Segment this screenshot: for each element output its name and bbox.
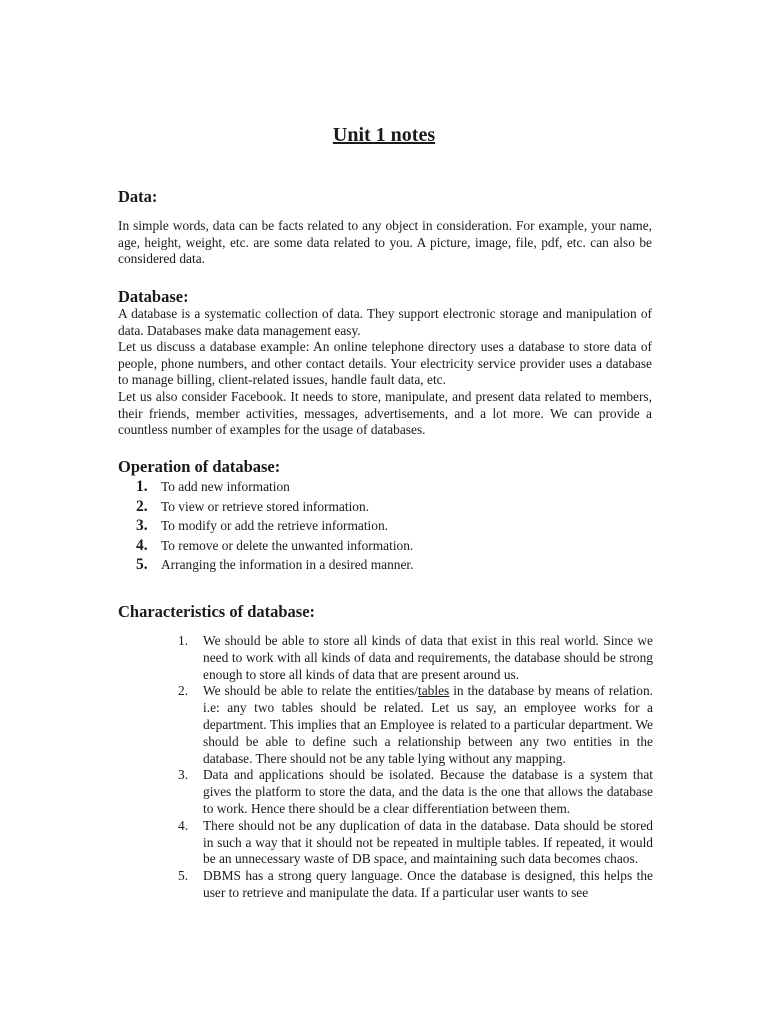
list-text: To modify or add the retrieve information. bbox=[161, 518, 389, 534]
list-number: 5. bbox=[136, 556, 148, 574]
data-text: In simple words, data can be facts related to any object in consideration. For example, your name, age, height, weight, etc. are some data related to you. A picture, image, file, pdf, etc. can also be considered data. bbox=[118, 218, 652, 267]
list-text bbox=[203, 683, 653, 767]
list-text: To view or retrieve stored information. bbox=[161, 498, 370, 514]
list-item bbox=[136, 537, 414, 557]
list-item bbox=[136, 498, 414, 518]
page-title: Unit 1 notes bbox=[332, 124, 436, 146]
list-text: DBMS has a strong query language. Once the database is designed, this helps the user to retrieve and manipulate the data. If a particular user wants to see bbox=[203, 868, 653, 900]
list-item bbox=[178, 868, 653, 902]
list-number: 3. bbox=[136, 517, 148, 535]
characteristics-heading: Characteristics of database: bbox=[118, 602, 316, 621]
list-text: There should not be any duplication of data in the database. Data should be stored in such a way that it should not be repeated in multiple tables. If repeated, it would be an unnecessary waste of DB space, and maintaining such data becomes chaos. bbox=[203, 817, 653, 867]
list-number: 2. bbox=[178, 683, 189, 699]
characteristics-list bbox=[178, 633, 653, 902]
list-text: To remove or delete the unwanted information. bbox=[161, 537, 414, 553]
operations-heading: Operation of database: bbox=[118, 457, 281, 476]
list-text: To add new information bbox=[161, 479, 290, 494]
database-paragraph-1: A database is a systematic collection of data. They support electronic storage and manipulation of data. Databases make data management easy. bbox=[118, 306, 652, 338]
list-item bbox=[178, 683, 653, 767]
list-text: Arranging the information in a desired manner. bbox=[161, 557, 414, 573]
list-number: 1. bbox=[136, 478, 148, 495]
list-number: 4. bbox=[178, 817, 189, 833]
data-heading: Data: bbox=[118, 187, 158, 206]
list-item bbox=[178, 818, 653, 868]
list-item bbox=[136, 478, 414, 498]
list-text-part: in the database by means of relation. i.e: any two tables should be related. Let us say, an employee works for a department. This implies that an Employee is related to a particular department. We should be able to define such a relationship between any two entities in the database. There should not be any table lying without any mapping. bbox=[203, 683, 653, 766]
database-paragraph-2: Let us discuss a database example: An online telephone directory uses a database to store data of people, phone numbers, and other contact details. Your electricity service provider uses a database to manage billing, client-related issues, handle fault data, etc. bbox=[118, 339, 652, 388]
list-number: 2. bbox=[136, 497, 148, 515]
list-text-part: We should be able to relate the entities/ bbox=[203, 683, 418, 699]
list-text: We should be able to store all kinds of data that exist in this real world. Since we need to work with all kinds of data and requirements, the database should be strong enough to store all kinds of data that are present around us. bbox=[203, 633, 653, 682]
list-text: Data and applications should be isolated. Because the database is a system that gives the platform to store the data, and the data is the one that allows the database to work. Hence there should be a clear differentiation between them. bbox=[203, 767, 653, 816]
list-item bbox=[178, 767, 653, 817]
data-paragraph bbox=[118, 218, 652, 268]
list-number: 5. bbox=[178, 868, 189, 884]
database-paragraphs bbox=[118, 306, 652, 439]
list-item bbox=[136, 517, 414, 537]
list-item bbox=[136, 556, 414, 576]
list-number: 3. bbox=[178, 767, 189, 783]
list-number: 1. bbox=[178, 633, 189, 648]
list-number: 4. bbox=[136, 536, 148, 554]
database-paragraph-3: Let us also consider Facebook. It needs to store, manipulate, and present data related to members, their friends, member activities, messages, advertisements, and a lot more. We can provide a countless number of examples for the usage of databases. bbox=[118, 388, 652, 438]
underlined-word: tables bbox=[417, 683, 450, 699]
list-item bbox=[178, 633, 653, 683]
database-heading: Database: bbox=[118, 287, 189, 306]
operations-list bbox=[136, 478, 414, 576]
